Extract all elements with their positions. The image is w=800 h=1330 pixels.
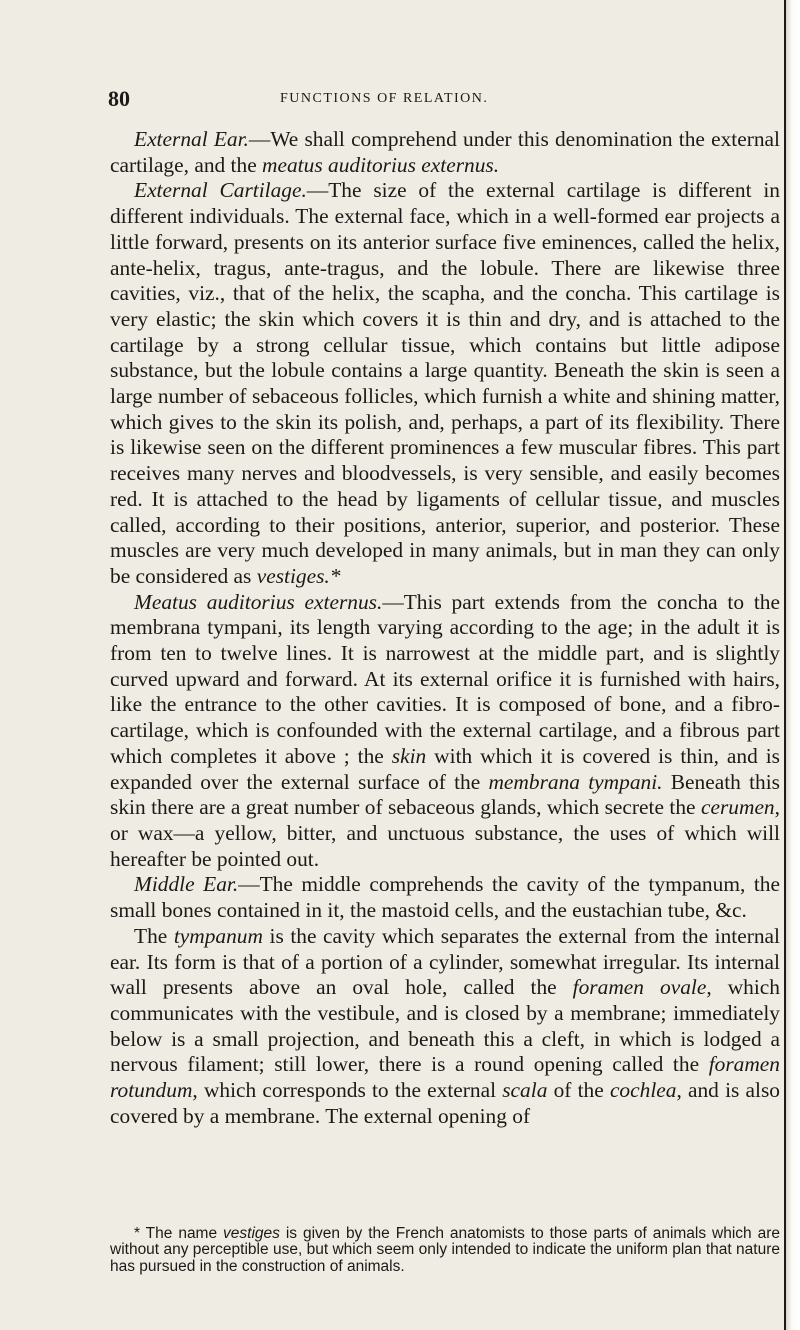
text-run: —The size of the external cartilage is different in different individuals. The external face, which in a well-formed ear projects a little forward, presents on its anterior surface five eminences, called the helix, ante-helix, tragus, ante-tragus, and the lobule. There are likewise three cavities, viz., that of the helix, the scapha, and the concha. This cartilage is very elastic; the skin which covers it is thin and dry, and is attached to the cartilage by a strong cellular tissue, which contains but little adipose substance, but the lobule contains a large quantity. Beneath the skin is seen a large number of sebaceous follicles, which furnish a white and shining matter, which gives to the skin its polish, and, perhaps, a part of its flexibility. There is likewise seen on the different prominences a few muscular fibres. This part receives many nerves and bloodvessels, is very sensible, and easily becomes red. It is attached to the head by ligaments of cellular tissue, and muscles called, according to their positions, anterior, superior, and posterior. These muscles are very much developed in many animals, but in man they can only be considered as [110,178,780,588]
text-run: —We shall comprehend under this denomination the external cartilage, and the [110,127,780,177]
footnote [110,1226,780,1275]
italic-run: External Cartilage. [134,178,307,203]
italic-run: vestiges.* [256,563,341,588]
paragraph-external-ear [110,127,780,178]
paragraph-meatus-auditorius [110,590,780,873]
text-run: , or wax—a yellow, bitter, and unctuous substance, the uses of which will hereafter be pointed out. [110,795,780,871]
italic-run: Middle Ear. [134,872,239,897]
paragraph-middle-ear [110,872,780,923]
page-header [108,86,758,110]
page-number: 80 [108,86,130,111]
text-run: is the cavity which separates the external from the internal ear. Its form is that of a portion of a cylinder, somewhat irregular. Its internal wall presents above an oval hole, called the [110,923,780,1000]
text-run: , which corresponds to the external [192,1078,503,1103]
text-run: * The name [134,1225,224,1242]
italic-run: vestiges [223,1225,280,1242]
italic-run: meatus auditorius externus. [262,152,500,177]
text-run: , and is also covered by a membrane. The external opening of [110,1078,780,1128]
italic-run: membrana tympani. [488,769,663,794]
text-run: —This part extends from the concha to the membrana tympani, its length varying according to the age; in the adult it is from ten to twelve lines. It is narrowest at the middle part, and is slightly curved upward and forward. At its external orifice it is furnished with hairs, like the entrance to the other cavities. It is composed of bone, and a fibro-cartilage, which is confounded with the external cartilage, and a fibrous part which completes it above ; the [110,589,780,768]
italic-run: foramen rotundum [110,1052,780,1103]
page-edge [784,0,800,1330]
text-run: , which communicates with the vestibule, and is closed by a membrane; immediately below is a small projection, and beneath this a cleft, in which is lodged a nervous filament; still lower, there is a round opening called the [110,975,780,1077]
body-text [110,127,780,1129]
italic-run: skin [391,743,427,768]
text-run: of the [547,1078,610,1103]
italic-run: tympanum [173,923,263,948]
italic-run: cochlea [609,1078,677,1103]
italic-run: foramen ovale [572,975,707,1000]
italic-run: scala [502,1078,548,1103]
text-run: The [134,923,174,948]
running-head: FUNCTIONS OF RELATION. [280,91,489,106]
paragraph-tympanum [110,924,780,1130]
text-run: Beneath this skin there are a great number of sebaceous glands, which secrete the [110,769,781,820]
italic-run: Meatus auditorius externus. [134,589,383,614]
italic-run: External Ear. [134,127,249,151]
text-run: is given by the French anatomists to those parts of animals which are without any perceptible use, but which seem only intended to indicate the uniform plan that nature has pursued in the construction of animals. [110,1225,781,1275]
text-run: with which it is covered is thin, and is expanded over the external surface of the [110,743,781,794]
paragraph-external-cartilage [110,178,780,589]
text-run: —The middle comprehends the cavity of the tympanum, the small bones contained in it, the mastoid cells, and the eustachian tube, &c. [110,872,780,923]
italic-run: cerumen [700,795,775,820]
